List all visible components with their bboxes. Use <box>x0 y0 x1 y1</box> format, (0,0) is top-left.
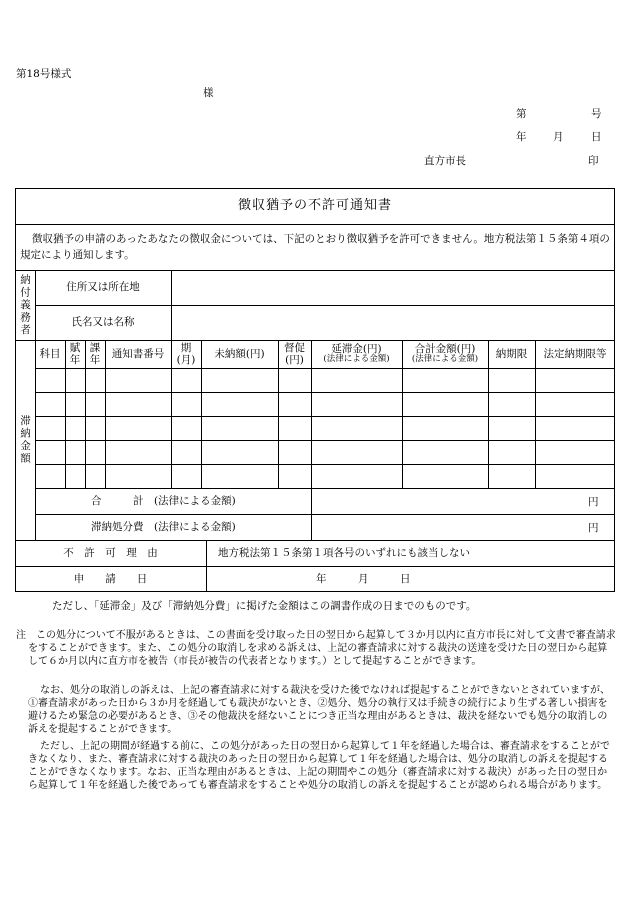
table-row <box>35 416 615 440</box>
col-demand: 督促(円) <box>284 341 305 366</box>
total-yen: 円 <box>588 496 599 508</box>
addressee-suffix: 様 <box>203 87 214 99</box>
col-total <box>402 340 488 368</box>
disposal-fee-label: 滞納処分費 (法律による金額) <box>91 520 236 533</box>
col-late-fee-title: 延滞金(円) <box>331 343 382 356</box>
reason-value: 地方税法第１５条第１項各号のいずれにも該当しない <box>218 546 470 559</box>
note-paragraph-3: ただし、上記の期間が経過する前に、この処分があった日の翌日から起算して１年を経過した場合は、審査請求をすることができなくなり、また、審査請求に対する裁決のあった日の翌日から起算して１年を経過した場合は、処分の取消しの訴えを提起することができなくなります。なお、正当な理由があるときは、上記の期間やこの処分（審査請求に対する裁決）があった日の翌日から起算して１年を経過した後であっても審査請求をすることや処分の取消しの訴えを提起することが認められる場合があります。 <box>28 741 610 791</box>
col-notice-no: 通知書番号 <box>111 347 165 360</box>
note-paragraph-1: 注 この処分について不服があるときは、この書面を受け取った日の翌日から起算して３か月以内に直方市長に対して文書で審査請求をすることができます。また、この処分の取消しを求める訴えは、上記の審査請求に対する裁決の送達を受けた日の翌日から起算して６か月以内に直方市を被告（市長が被告の代表者となります。）として提起することができます。 <box>16 630 616 667</box>
reason-label: 不 許 可 理 由 <box>63 546 158 559</box>
form-number: 第18号様式 <box>16 68 72 80</box>
issuer: 直方市長 <box>424 155 466 167</box>
col-late-fee-note: (法律による金額) <box>323 354 390 365</box>
apply-date-label: 申 請 日 <box>73 572 148 585</box>
col-total-note: (法律による金額) <box>411 354 479 365</box>
col-late-fee <box>311 340 402 368</box>
col-period: 期(月) <box>176 341 196 366</box>
col-ka-year: 課年 <box>89 341 101 366</box>
col-subject: 科目 <box>39 347 61 360</box>
doc-number-prefix: 第 <box>516 108 527 120</box>
taxpayer-label: 納付義務者 <box>19 273 32 337</box>
address-label: 住所又は所在地 <box>66 281 140 294</box>
doc-number-suffix: 号 <box>591 108 602 120</box>
apply-date-value: 年 月 日 <box>316 572 411 585</box>
note-paragraph-2: なお、処分の取消しの訴えは、上記の審査請求に対する裁決を受けた後でなければ提起することができないとされていますが、①審査請求があった日から３か月を経過しても裁決がないとき、②処分、処分の執行又は手続きの続行により生ずる著しい損害を避けるため緊急の必要があるとき、③その他裁決を経ないことにつき正当な理由があるときは、裁決を経ないでも処分の取消しの訴えを提起することができます。 <box>28 685 610 735</box>
intro-text: 徴収猶予の申請のあったあなたの徴収金については、下記のとおり徴収猶予を許可できません。地方税法第１５条第４項の規定により通知します。 <box>20 233 610 261</box>
date-day: 日 <box>591 131 602 143</box>
date-year: 年 <box>516 131 527 143</box>
arrears-label: 滞納金額 <box>19 415 32 465</box>
col-total-title: 合計金額(円) <box>414 343 476 356</box>
name-label: 氏名又は名称 <box>71 316 135 329</box>
table-row <box>35 440 615 464</box>
date-month: 月 <box>553 131 564 143</box>
table-row <box>35 368 615 392</box>
disposal-fee-yen: 円 <box>588 522 599 534</box>
table-row <box>35 392 615 416</box>
col-fu-year: 賦年 <box>69 341 81 366</box>
total-label: 合 計 (法律による金額) <box>91 494 236 507</box>
form-title: 徴収猶予の不許可通知書 <box>237 197 392 213</box>
footnote: ただし、「延滞金」及び「滞納処分費」に掲げた金額はこの調書作成の日までのものです。 <box>52 600 477 612</box>
col-unpaid: 未納額(円) <box>214 347 265 360</box>
table-row <box>35 464 615 488</box>
col-legal-due: 法定納期限等 <box>543 347 607 360</box>
seal-mark: 印 <box>588 155 599 167</box>
col-due-date: 納期限 <box>495 347 528 360</box>
